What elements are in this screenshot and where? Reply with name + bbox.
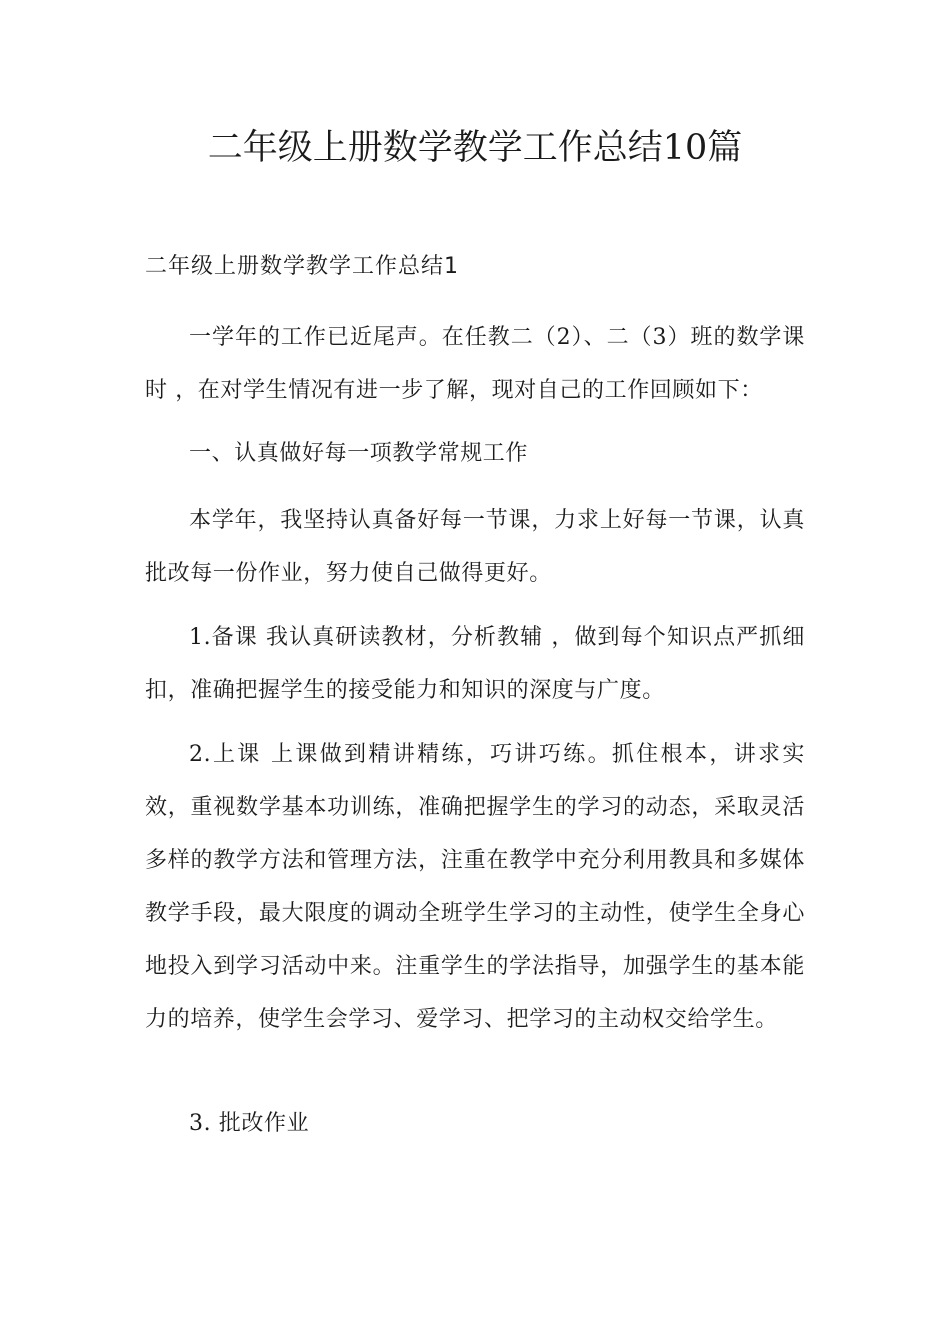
paragraph-lesson-prep: 1.备课 我认真研读教材，分析教辅 ，做到每个知识点严抓细扣，准确把握学生的接受能力和知识的深度与广度。: [145, 625, 805, 703]
subheading-homework-grading: 3. 批改作业: [189, 1111, 310, 1136]
intro-paragraph: 一学年的工作已近尾声。在任教二（2）、二（3）班的数学课时 ，在对学生情况有进一步了解，现对自己的工作回顾如下：: [145, 325, 805, 403]
section-heading: 二年级上册数学教学工作总结1: [145, 254, 459, 279]
document-title: 二年级上册数学教学工作总结10篇: [207, 128, 743, 168]
subheading-routine-work: 一、认真做好每一项教学常规工作: [189, 441, 529, 466]
paragraph-teaching: 2.上课 上课做到精讲精练，巧讲巧练。抓住根本，讲求实效，重视数学基本功训练，准确把握学生的学习的动态，采取灵活多样的教学方法和管理方法，注重在教学中充分利用教具和多媒体教学手段，最大限度的调动全班学生学习的主动性，使学生全身心地投入到学习活动中来。注重学生的学法指导，加强学生的基本能力的培养，使学生会学习、爱学习、把学习的主动权交给学生。: [145, 742, 805, 1032]
paragraph-commitment: 本学年，我坚持认真备好每一节课，力求上好每一节课，认真批改每一份作业，努力使自己做得更好。: [145, 508, 805, 586]
